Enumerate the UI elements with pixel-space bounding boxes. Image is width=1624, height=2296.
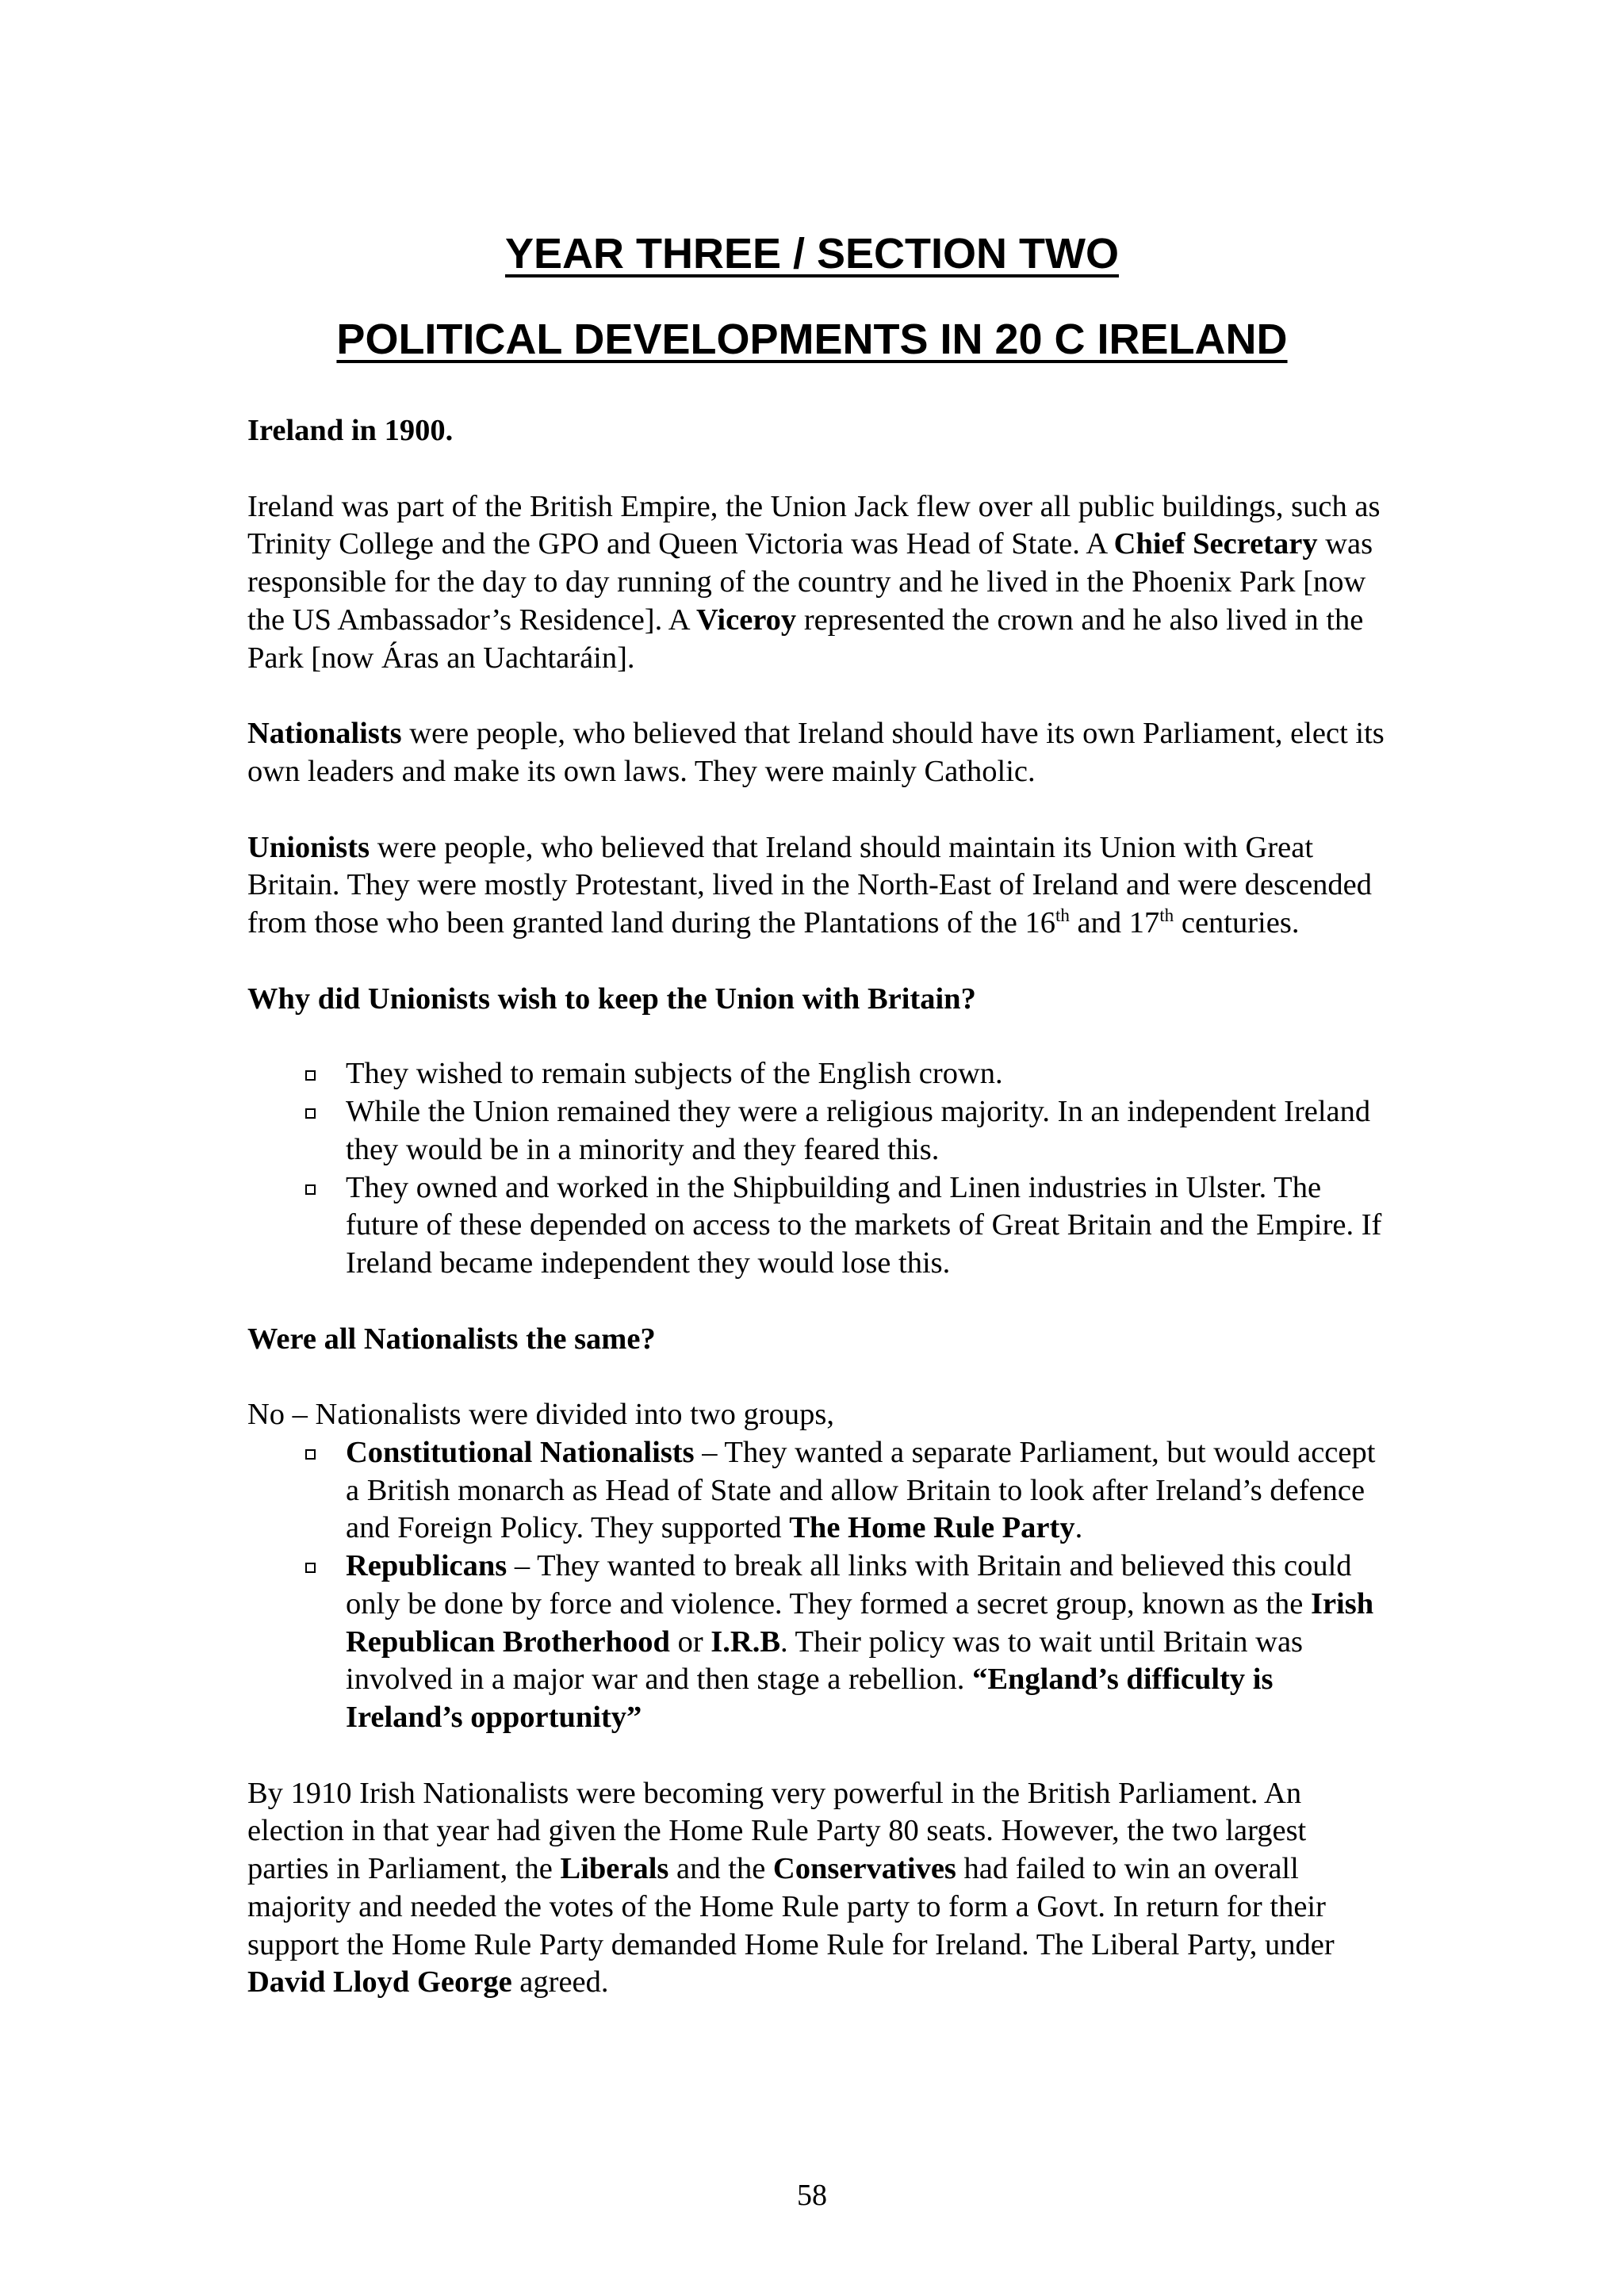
- paragraph-text: Ireland was part of the British Empire, the Union Jack flew over all public buildings, such as Trinity College and the GPO and Queen Victoria was Head of State. A: [247, 489, 1381, 561]
- list-item-text: – They wanted to break all links with Britain and believed this could only be done by force and violence. They formed a secret group, known as the: [346, 1549, 1352, 1621]
- list-item-constitutional: [247, 1434, 1389, 1548]
- checkbox-bullet-icon: [305, 1108, 316, 1119]
- chapter-heading: POLITICAL DEVELOPMENTS IN 20 C IRELAND: [336, 316, 1288, 363]
- term-irb-abbr: I.R.B: [710, 1624, 780, 1659]
- list-item-text: – They wanted a separate Parliament, but would accept a British monarch as Head of State and allow Britain to look after Ireland’s defence and Foreign Policy. They supported: [346, 1436, 1376, 1545]
- page-number: 58: [797, 2179, 827, 2212]
- subheading-ireland-1900: Ireland in 1900.: [247, 414, 454, 447]
- list-item: [247, 1055, 1389, 1093]
- term-home-rule-party: The Home Rule Party: [789, 1511, 1075, 1545]
- list-item-text: They owned and worked in the Shipbuilding and Linen industries in Ulster. The future of these depended on access to the markets of Great Britain and the Empire. If Ireland became independent they would lose this.: [346, 1170, 1382, 1280]
- paragraph-text: represented the crown and he also lived in the Park [now Áras an Uachtaráin].: [247, 603, 1364, 675]
- list-item-text: or: [669, 1624, 711, 1659]
- paragraph-text: centuries.: [1174, 906, 1300, 940]
- checkbox-bullet-icon: [305, 1184, 316, 1195]
- superscript: th: [1055, 905, 1070, 926]
- paragraph-text: had failed to win an overall majority and needed the votes of the Home Rule party to form a Govt. In return for their support the Home Rule Party demanded Home Rule for Ireland. The Liberal Party, under: [247, 1852, 1335, 1961]
- quote-englands-difficulty: “England’s difficulty is Ireland’s opportunity”: [346, 1663, 1274, 1734]
- paragraph-text: were people, who believed that Ireland should have its own Parliament, elect its own leaders and make its own laws. They were mainly Catholic.: [247, 717, 1385, 788]
- paragraph-text: was responsible for the day to day running of the country and he lived in the Phoenix Park [now the US Ambassador’s Residence]. A: [247, 527, 1373, 637]
- term-chief-secretary: Chief Secretary: [1113, 527, 1318, 561]
- checkbox-bullet-icon: [305, 1070, 316, 1081]
- paragraph-text: and the: [668, 1852, 773, 1886]
- nationalist-groups-list: [247, 1434, 1389, 1737]
- paragraph-text: By 1910 Irish Nationalists were becoming very powerful in the British Parliament. An election in that year had given the Home Rule Party 80 seats. However, the two largest parties in Parliament, the: [247, 1776, 1307, 1886]
- term-constitutional-nationalists: Constitutional Nationalists: [346, 1436, 695, 1470]
- term-republicans: Republicans: [346, 1549, 508, 1583]
- list-item-republicans: [247, 1548, 1389, 1737]
- nationalist-groups-intro: No – Nationalists were divided into two groups,: [247, 1398, 834, 1432]
- paragraph-text: agreed.: [511, 1965, 609, 1999]
- subheading-nationalist-groups: Were all Nationalists the same?: [247, 1322, 656, 1356]
- list-item-text: They wished to remain subjects of the English crown.: [346, 1057, 1003, 1091]
- list-item-text: While the Union remained they were a religious majority. In an independent Ireland they would be in a minority and they feared this.: [346, 1095, 1371, 1166]
- checkbox-bullet-icon: [305, 1449, 316, 1460]
- term-conservatives: Conservatives: [772, 1852, 956, 1886]
- term-nationalists: Nationalists: [247, 717, 402, 751]
- term-viceroy: Viceroy: [696, 603, 797, 637]
- term-unionists: Unionists: [247, 830, 370, 864]
- unionist-reasons-list: [247, 1055, 1389, 1282]
- subheading-why-unionists: Why did Unionists wish to keep the Union with Britain?: [247, 982, 976, 1016]
- list-item-text: . Their policy was to wait until Britain was involved in a major war and then stage a rebellion.: [346, 1624, 1304, 1697]
- paragraph-text: were people, who believed that Ireland should maintain its Union with Great Britain. They were mostly Protestant, lived in the North-East of Ireland and were descended from those who been granted land during the Plantations of the 16: [247, 830, 1373, 940]
- paragraph-unionists: [247, 829, 1389, 943]
- paragraph-ireland-1900: [247, 488, 1389, 678]
- list-item-text: .: [1074, 1511, 1083, 1545]
- term-liberals: Liberals: [560, 1852, 669, 1886]
- paragraph-1910-election: [247, 1775, 1389, 2002]
- list-item: [247, 1093, 1389, 1169]
- term-irb-full: Irish Republican Brotherhood: [346, 1586, 1374, 1659]
- page-body: [247, 412, 1389, 2002]
- superscript: th: [1159, 905, 1174, 926]
- checkbox-bullet-icon: [305, 1563, 316, 1573]
- paragraph-text: and 17: [1069, 906, 1160, 940]
- paragraph-nationalists: [247, 715, 1389, 790]
- section-heading: YEAR THREE / SECTION TWO: [504, 230, 1120, 277]
- list-item: [247, 1169, 1389, 1283]
- term-david-lloyd-george: David Lloyd George: [247, 1965, 512, 1999]
